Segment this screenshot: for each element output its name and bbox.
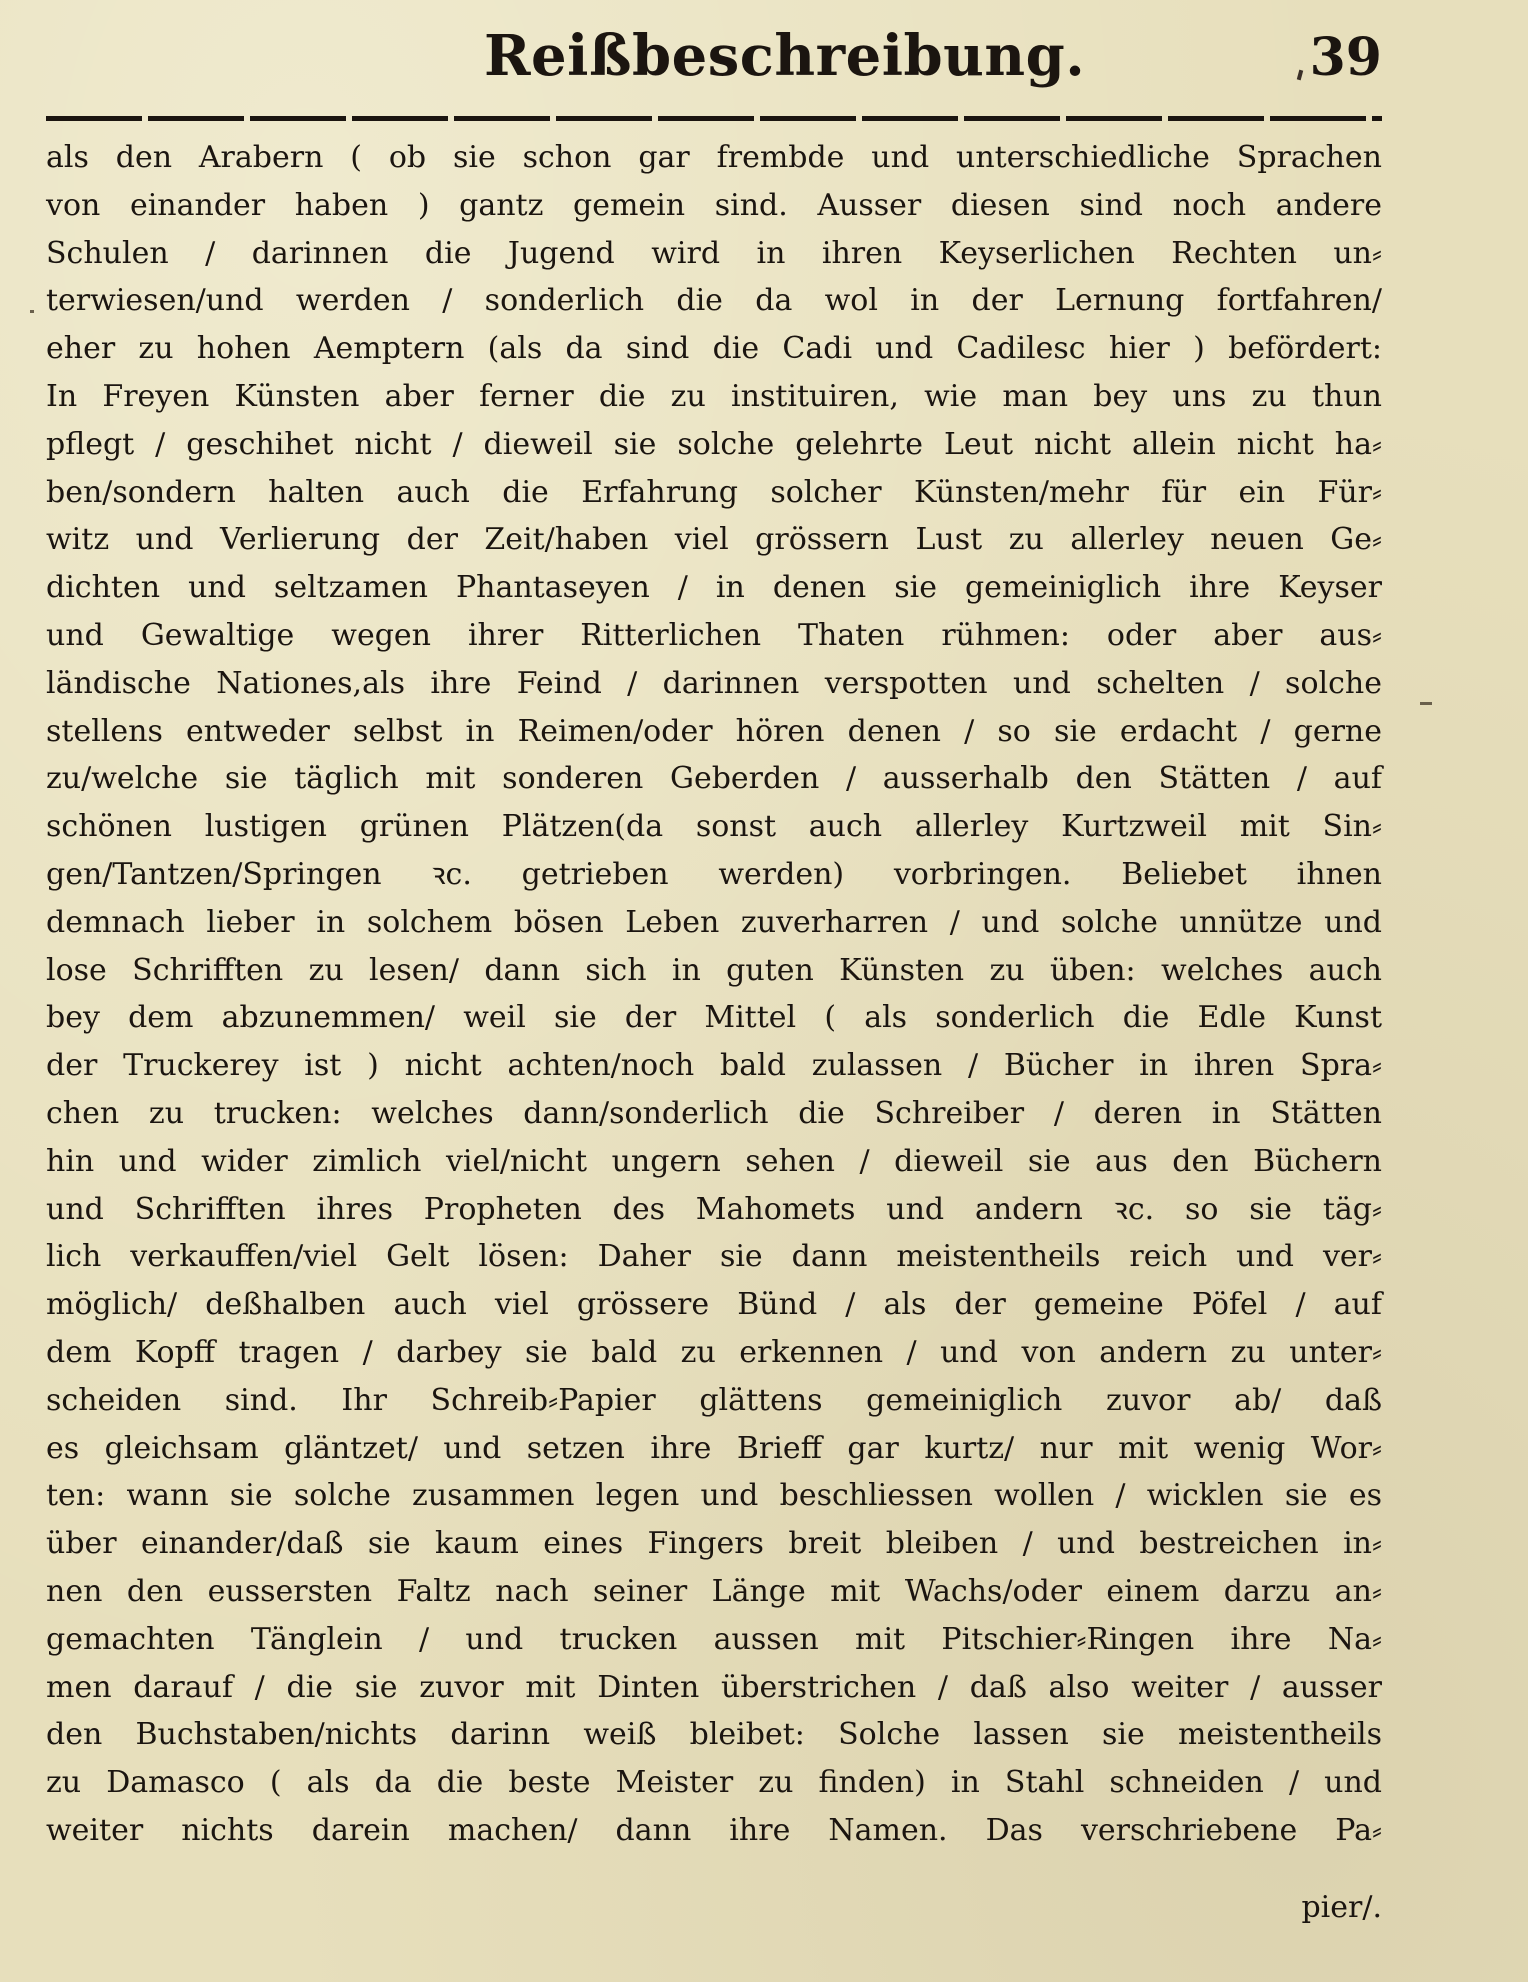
text-line: ten: wann sie solche zusammen legen und beschliessen wollen / wicklen sie es (46, 1478, 1382, 1514)
text-line: men darauf / die sie zuvor mit Dinten überstrichen / daß also weiter / ausser (46, 1669, 1382, 1705)
text-line: gen/Tantzen/Springen ꝛc. getrieben werden) vorbringen. Beliebet ihnen (46, 856, 1382, 892)
ink-tick-mark (1297, 70, 1303, 81)
text-line: den Buchstaben/nichts darinn weiß bleibet: Solche lassen sie meistentheils (46, 1717, 1382, 1753)
text-line: In Freyen Künsten aber ferner die zu instituiren, wie man bey uns zu thun (46, 378, 1382, 414)
text-line: über einander/daß sie kaum eines Fingers breit bleiben / und bestreichen in⸗ (46, 1526, 1382, 1562)
page-number: 39 (1309, 27, 1382, 88)
text-line: scheiden sind. Ihr Schreib⸗Papier glättens gemeiniglich zuvor ab/ daß (46, 1382, 1382, 1418)
text-line: weiter nichts darein machen/ dann ihre Namen. Das verschriebene Pa⸗ (46, 1812, 1382, 1848)
text-line: der Truckerey ist ) nicht achten/noch bald zulassen / Bücher in ihren Spra⸗ (46, 1048, 1382, 1084)
text-line: dem Kopff tragen / darbey sie bald zu erkennen / und von andern zu unter⸗ (46, 1334, 1382, 1370)
text-line: hin und wider zimlich viel/nicht ungern sehen / dieweil sie aus den Büchern (46, 1143, 1382, 1179)
text-line: ben/sondern halten auch die Erfahrung solcher Künsten/mehr für ein Für⸗ (46, 474, 1382, 510)
text-line: witz und Verlierung der Zeit/haben viel grössern Lust zu allerley neuen Ge⸗ (46, 522, 1382, 558)
text-line: eher zu hohen Aemptern (als da sind die Cadi und Cadilesc hier ) befördert: (46, 331, 1382, 367)
text-line: und Schrifften ihres Propheten des Mahomets und andern ꝛc. so sie täg⸗ (46, 1191, 1382, 1227)
text-line: stellens entweder selbst in Reimen/oder hören denen / so sie erdacht / gerne (46, 713, 1382, 749)
running-title: Reißbeschreibung. (484, 23, 1086, 89)
text-line: ländische Nationes,als ihre Feind / darinnen verspotten und schelten / solche (46, 665, 1382, 701)
text-line: und Gewaltige wegen ihrer Ritterlichen Thaten rühmen: oder aber aus⸗ (46, 617, 1382, 653)
text-line: schönen lustigen grünen Plätzen(da sonst auch allerley Kurtzweil mit Sin⸗ (46, 809, 1382, 845)
catchword: pier/. (1301, 1890, 1382, 1925)
text-line: Schulen / darinnen die Jugend wird in ihren Keyserlichen Rechten un⸗ (46, 235, 1382, 271)
body-text (46, 134, 1382, 1855)
text-line: pflegt / geschihet nicht / dieweil sie solche gelehrte Leut nicht allein nicht ha⸗ (46, 426, 1382, 462)
header-rule (46, 116, 1382, 121)
text-line: möglich/ deßhalben auch viel grössere Bünd / als der gemeine Pöfel / auf (46, 1287, 1382, 1323)
text-line: gemachten Tänglein / und trucken aussen mit Pitschier⸗Ringen ihre Na⸗ (46, 1621, 1382, 1657)
text-line: chen zu trucken: welches dann/sonderlich die Schreiber / deren in Stätten (46, 1095, 1382, 1131)
text-line: nen den eussersten Faltz nach seiner Länge mit Wachs/oder einem darzu an⸗ (46, 1573, 1382, 1609)
text-line: terwiesen/und werden / sonderlich die da wol in der Lernung fortfahren/ (46, 283, 1382, 319)
margin-mark (30, 310, 34, 313)
text-line: es gleichsam gläntzet/ und setzen ihre Brieff gar kurtz/ nur mit wenig Wor⸗ (46, 1430, 1382, 1466)
page-header (46, 18, 1382, 98)
text-line: von einander haben ) gantz gemein sind. Ausser diesen sind noch andere (46, 187, 1382, 223)
text-line: demnach lieber in solchem bösen Leben zuverharren / und solche unnütze und (46, 904, 1382, 940)
text-line: als den Arabern ( ob sie schon gar frembde und unterschiedliche Sprachen (46, 140, 1382, 175)
margin-mark (1420, 702, 1432, 705)
text-line: bey dem abzunemmen/ weil sie der Mittel ( als sonderlich die Edle Kunst (46, 1000, 1382, 1036)
text-line: lich verkauffen/viel Gelt lösen: Daher sie dann meistentheils reich und ver⸗ (46, 1239, 1382, 1275)
text-line: zu Damasco ( als da die beste Meister zu finden) in Stahl schneiden / und (46, 1765, 1382, 1801)
text-line: dichten und seltzamen Phantaseyen / in denen sie gemeiniglich ihre Keyser (46, 570, 1382, 606)
text-line: lose Schrifften zu lesen/ dann sich in guten Künsten zu üben: welches auch (46, 952, 1382, 988)
text-line: zu/welche sie täglich mit sonderen Geberden / ausserhalb den Stätten / auf (46, 761, 1382, 797)
